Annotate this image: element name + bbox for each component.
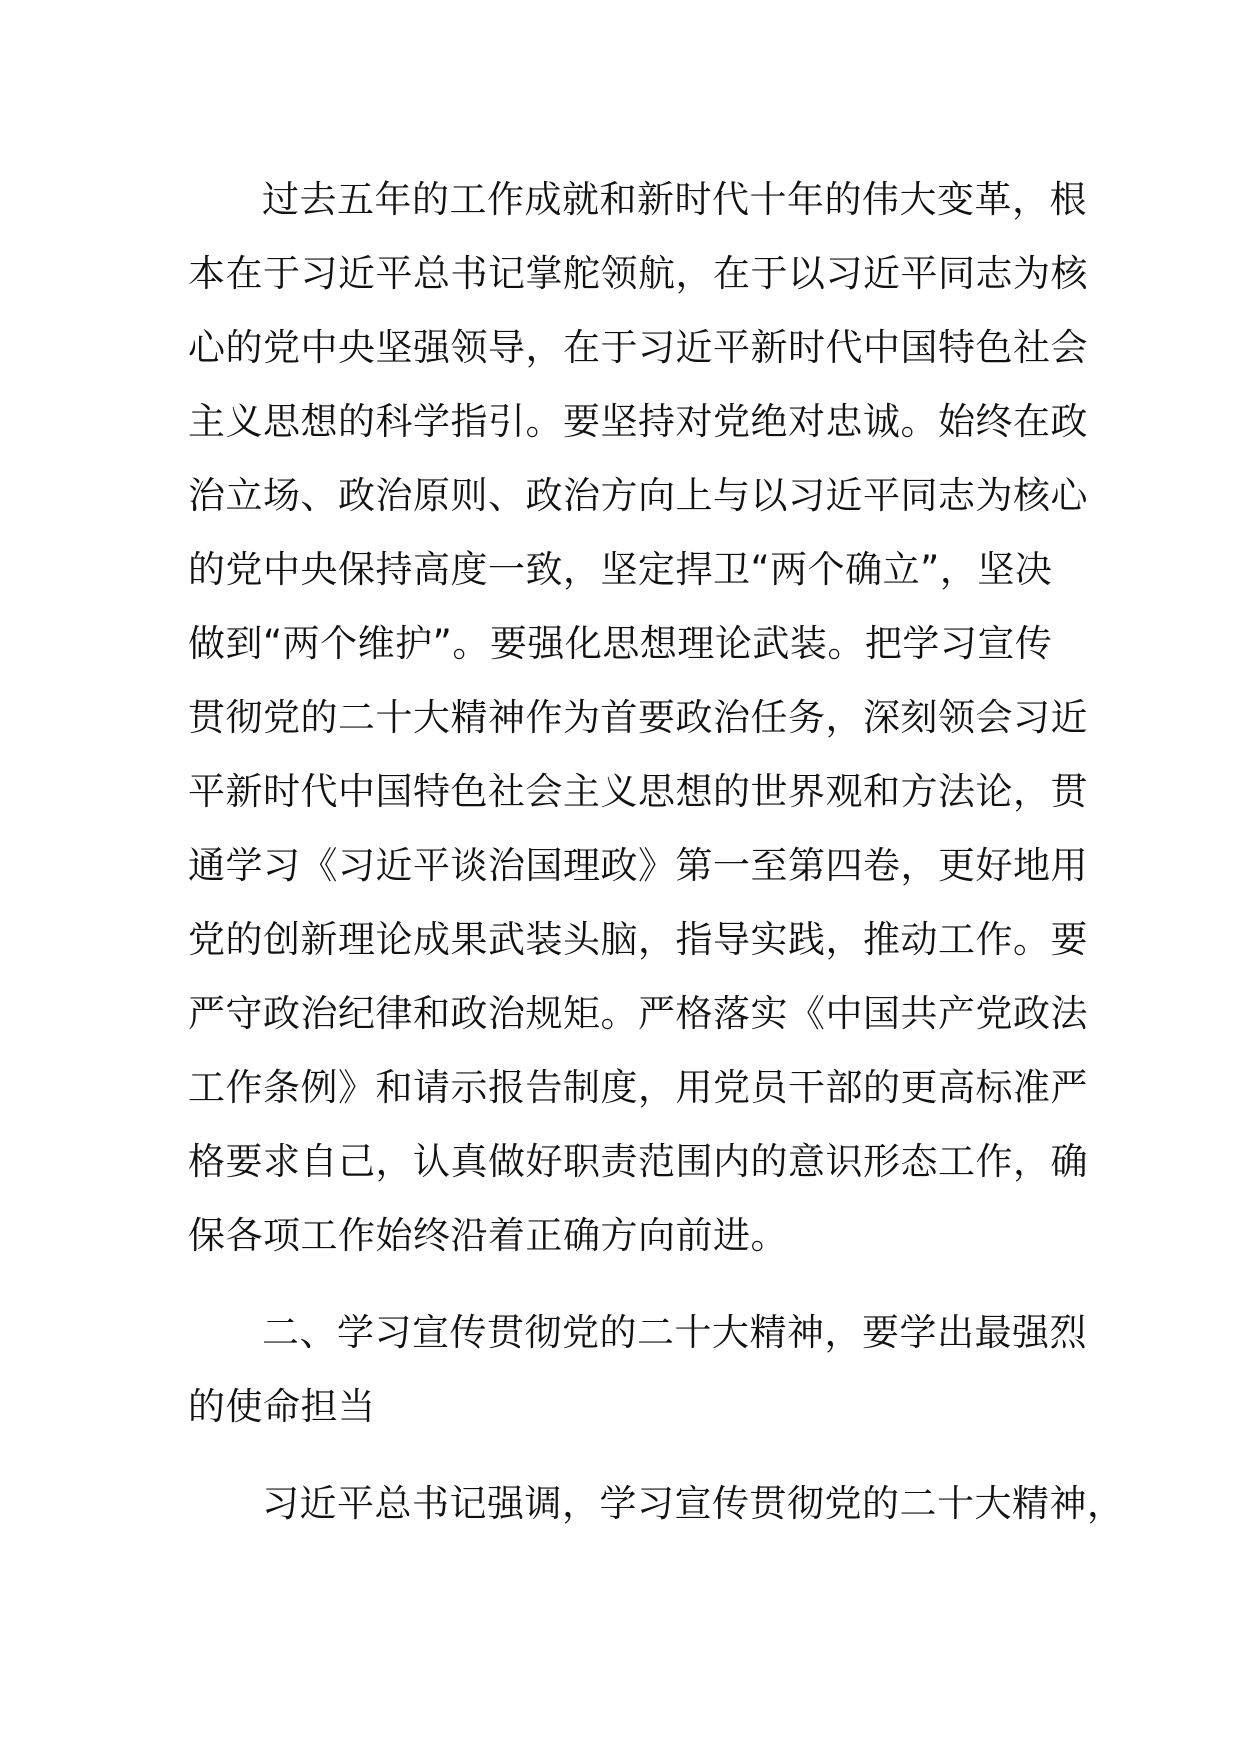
- paragraph-1-line-14: 格要求自己，认真做好职责范围内的意识形态工作，确: [188, 1140, 1088, 1183]
- paragraph-1-line-4: 主义思想的科学指引。要坚持对党绝对忠诚。始终在政: [188, 400, 1088, 443]
- paragraph-1-line-15: 保各项工作始终沿着正确方向前进。: [188, 1214, 788, 1257]
- paragraph-1-line-11: 党的创新理论成果武装头脑，指导实践，推动工作。要: [188, 918, 1088, 961]
- section-heading-line-1: 二、学习宣传贯彻党的二十大精神，要学出最强烈: [262, 1311, 1087, 1354]
- paragraph-1-line-2: 本在于习近平总书记掌舵领航，在于以习近平同志为核: [188, 252, 1088, 295]
- paragraph-2-line-1: 习近平总书记强调，学习宣传贯彻党的二十大精神，: [262, 1482, 1125, 1525]
- paragraph-1-line-7: 做到“两个维护”。要强化思想理论武装。把学习宣传: [188, 622, 1053, 665]
- paragraph-1-line-1: 过去五年的工作成就和新时代十年的伟大变革，根: [262, 178, 1087, 221]
- paragraph-1-line-10: 通学习《习近平谈治国理政》第一至第四卷，更好地用: [188, 844, 1088, 887]
- paragraph-1-line-8: 贯彻党的二十大精神作为首要政治任务，深刻领会习近: [188, 696, 1088, 739]
- paragraph-1-line-5: 治立场、政治原则、政治方向上与以习近平同志为核心: [188, 474, 1088, 517]
- paragraph-1-line-12: 严守政治纪律和政治规矩。严格落实《中国共产党政法: [188, 992, 1088, 1035]
- paragraph-1-line-13: 工作条例》和请示报告制度，用党员干部的更高标准严: [188, 1066, 1088, 1109]
- paragraph-1-line-9: 平新时代中国特色社会主义思想的世界观和方法论，贯: [188, 770, 1088, 813]
- section-heading-line-2: 的使命担当: [188, 1385, 376, 1428]
- paragraph-1-line-3: 心的党中央坚强领导，在于习近平新时代中国特色社会: [188, 326, 1088, 369]
- paragraph-1-line-6: 的党中央保持高度一致，坚定捍卫“两个确立”，坚决: [188, 548, 1053, 591]
